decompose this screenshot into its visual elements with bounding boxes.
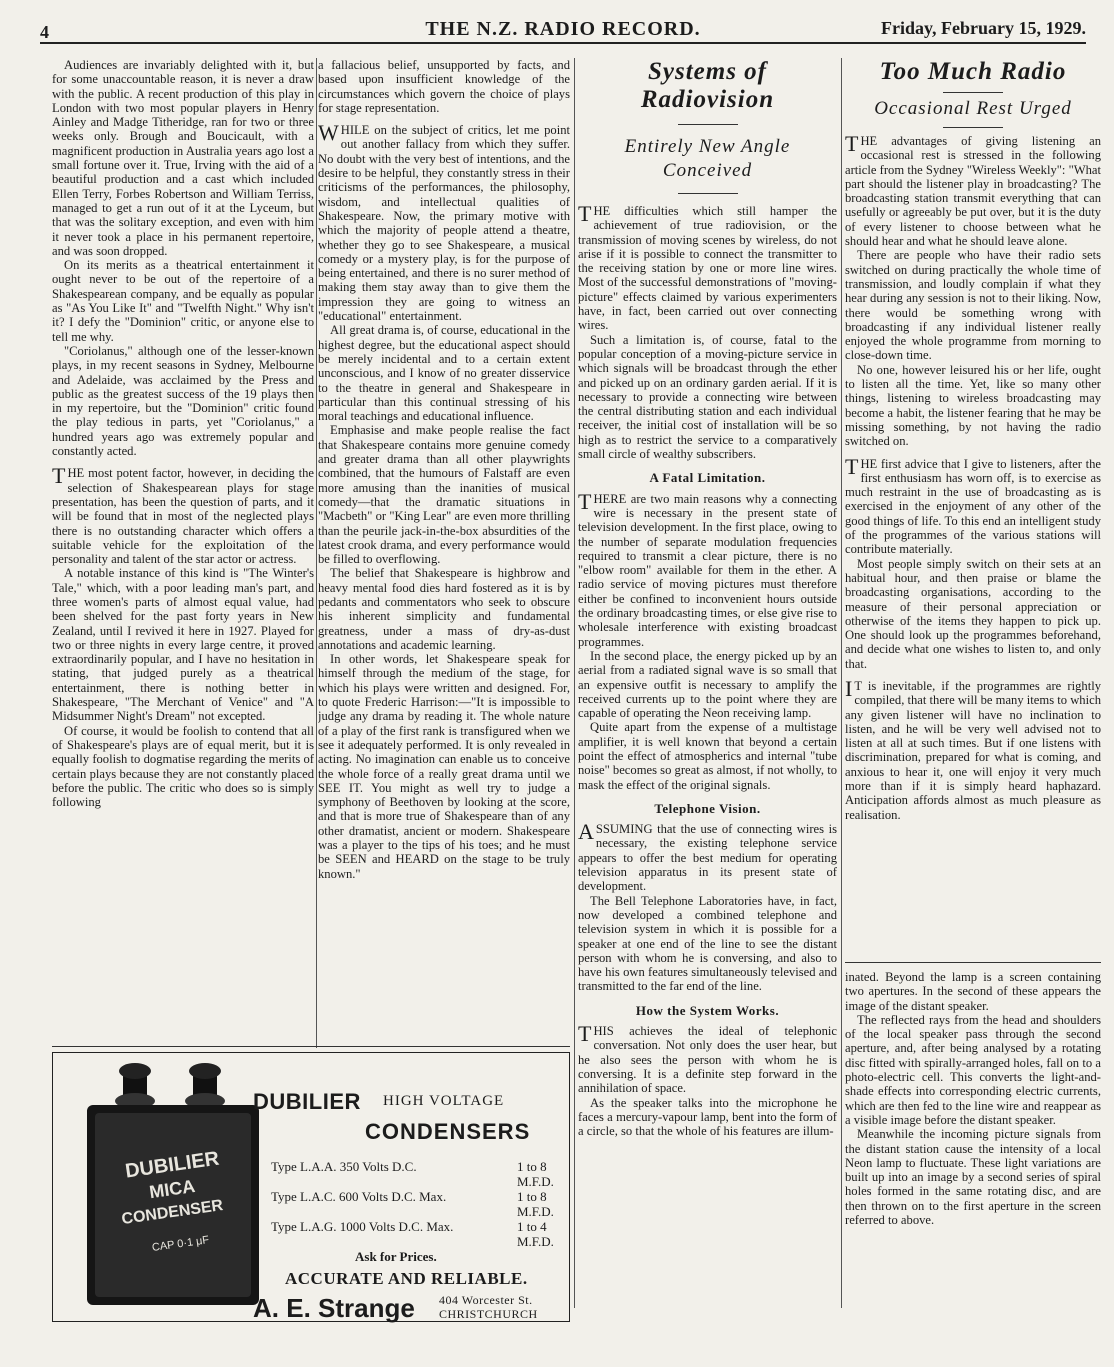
condenser-label-line3: CONDENSER [120,1197,225,1229]
title-rule [943,92,1003,93]
paragraph: ASSUMING that the use of connecting wires is necessary, the existing telephone service appears to offer the best medium for operating television apparatus in its present state of development. [578,819,837,894]
ad-type-row [271,1189,561,1219]
ad-type-capacity: 1 to 4 M.F.D. [517,1219,554,1249]
column-rule [841,58,842,1308]
column-shakespeare-1 [52,58,314,1046]
paragraph: THIS achieves the ideal of telephonic conversation. Not only does the user hear, but he also sees the person with whom he is conversing. It is a definite step forward in the annihilation of space. [578,1021,837,1096]
paragraph: WHILE on the subject of critics, let me point out another fallacy from which they suffer. No doubt with the very best of intentions, and the desire to be helpful, they constantly stress in their criticisms of the performances, the philosophy, wisdom, and intellectual qualities of Shakespeare. Now, the primary motive with which the majority of people attend a theatre, whether they go to see Shakespeare, a musical comedy or a mystery play, is for the purpose of being entertained, and there is no surer method of making them stay away than to give them the impression they are going to witness an "educational" entertainment. [318,120,570,324]
paragraph: THE first advice that I give to listeners, after the first enthusiasm has worn off, is to exercise as much restraint in the use of broadcasting as is exercised in the enjoyment of any other of the good things of life. To this end an intelligent study of the programmes of the various stations will contribute materially. [845,453,1101,557]
page-number: 4 [40,22,49,42]
dubilier-advertisement [52,1052,570,1322]
issue-date: Friday, February 15, 1929. [881,18,1086,38]
paragraph: Such a limitation is, of course, fatal to the popular conception of a moving-picture service in which signals will be broadcast through the ether and picked up on an ordinary garden aerial. If it is necessary to provide a connecting wire between the central distributing station and each individual receiver, the initial cost of installation will be so high as to restrict the service to a comparatively small circle of wealthy subscribers. [578,332,837,462]
column-shakespeare-2 [318,58,570,1046]
article-title: Too Much Radio [879,58,1067,85]
column-rule [316,58,317,1048]
paragraph: Emphasise and make people realise the fact that Shakespeare contains more genuine comedy and greater drama than all other playwrights combined, that the humours of Falstaff are even more amusing than the inanities of musical comedy—that the dramatic situations in "Macbeth" or "King Lear" are even more thrilling than the peurile jack-in-the-box absurdities of the latest crook drama, and every performance would be filled to overflowing. [318,423,570,567]
paragraph: All great drama is, of course, educational in the highest degree, but the educational aspect should be merely incidental and to a certain extent unconscious, and I know of no greater disservice to the theatre in general and Shakespeare in particular than this continual stressing of his moral teachings and educational influence. [318,323,570,424]
subtitle-rule [943,127,1003,128]
paragraph: The belief that Shakespeare is highbrow and heavy mental food dies hard fostered as it is by pedants and commentators who seek to obscure his inherent simplicity and fundamental greatness, under a mass of dry-as-dust annotations and academic learning. [318,566,570,652]
paragraph: Quite apart from the expense of a multistage amplifier, it is well known that beyond a certain point the effect of atmospherics and internal "tube noise" becomes so great as almost, if not wholly, to mask the effect of the original signals. [578,720,837,792]
condenser-image [81,1061,271,1316]
paragraph: Of course, it would be foolish to contend that all of Shakespeare's plays are of equal merit, but it is equally foolish to dogmatise regarding the merits of certain plays because they are not constantly placed before the public. The critic who does so is simply following [52,723,314,810]
ad-type-capacity: 1 to 8 M.F.D. [517,1159,554,1189]
ad-product: CONDENSERS [365,1119,531,1144]
page-header [40,16,1086,44]
paragraph: There are people who have their radio sets switched on during practically the whole time of transmission, and loudly complain if what they hear during any session is not to their liking. Now, there would be something wrong with broadcasting if any individual listener really enjoyed the whole programme from morning to close-down time. [845,248,1101,363]
section-heading: Telephone Vision. [654,800,761,816]
article-too-much-radio [845,58,1101,958]
ad-type-spec: Type L.A.A. 350 Volts D.C. [271,1159,417,1174]
column-rule [574,58,575,1308]
article-radiovision-continued [845,970,1101,1330]
section-heading: A Fatal Limitation. [649,470,766,486]
ad-type-capacity: 1 to 8 M.F.D. [517,1189,554,1219]
paragraph: A notable instance of this kind is "The Winter's Tale," which, with a poor leading man's part, and three women's parts of almost equal value, had been shelved for the past forty years in New Zealand, until I revived it here in 1927. Played for two or three nights in every large centre, it proved extraordinarily popular, and I have no hesitation in stating, that judged purely as a theatrical entertainment, there is nothing better in Shakespeare, "The Merchant of Venice" and "A Midsummer Night's Dream" not excepted. [52,566,314,724]
title-rule [678,124,738,125]
paragraph: "Coriolanus," although one of the lesser-known plays, in my recent seasons in Sydney, Melbourne and Adelaide, was acclaimed by the Press and public as the greatest success of the 19 plays then in my repertoire, but the "Dominion" critic found the play tedious in parts, yet "Coriolanus," a hundred years ago was extremely popular and constantly acted. [52,343,314,459]
article-subtitle: Entirely New Angle Conceived [624,136,791,181]
paragraph: In other words, let Shakespeare speak for himself through the medium of the stage, for which his plays were written and designed. For, to quote Frederic Harrison:—"It is impossible to judge any drama by reading it. The whole nature of a play of the first rank is transfigured when we see it adequately performed. It is only revealed in acting. No imagination can enable us to conceive the whole force of a really great drama until we SEE IT. You might as well try to judge a symphony of Beethoven by looking at the score, and that is more true of Shakespeare than of any other dramatist, ancient or modern. Shakespeare was a player to the tips of his toes; and he must be SEEN and HEARD on the stage to be truly known." [318,652,570,881]
article-radiovision [578,58,837,1308]
paragraph: On its merits as a theatrical entertainment it ought never to be out of the repertoire of a Shakespearean company, and be equally as popular as "As You Like It" and "Twelfth Night." Why isn't it? I defy the "Dominion" critic, or anyone else to tell me why. [52,258,314,344]
ad-company: A. E. Strange [253,1293,415,1323]
section-heading: How the System Works. [635,1002,780,1018]
paragraph: As the speaker talks into the microphone he faces a mercury-vapour lamp, bent into the form of a circle, so that the whole of his features are illum- [578,1095,837,1139]
paragraph: THE difficulties which still hamper the achievement of true radiovision, or the transmission of moving scenes by wireless, do not arise if it is possible to connect the transmitter to the receiving station by one or more line wires. Most of the successful demonstrations of "moving-picture" effects claimed by various experimenters have, in fact, been carried out over connecting wires. [578,201,837,333]
paragraph: THE advantages of giving listening an occasional rest is stressed in the following article from the Sydney "Wireless Weekly": "What part should the listener play in broadcasting? The broadcasting station transmit everything that can usefully or agreeably be put over, but it is the duty of every listener to choose between what he should hear and what he should leave alone. [845,131,1101,249]
ad-address-line2: CHRISTCHURCH [439,1307,538,1321]
ad-ask-prices: Ask for Prices. [355,1249,437,1264]
article-title: Systems of Radiovision [640,58,775,113]
ad-address [439,1293,538,1321]
paper-title: THE N.Z. RADIO RECORD. [425,18,701,40]
paragraph: Most people simply switch on their sets at an habitual hour, and then praise or blame the broadcasting organisations, according to the measure of their personal appreciation or otherwise of the items they happen to pick up. One should look up the programmes beforehand, and decide what one wishes to listen to, and only that. [845,556,1101,671]
paragraph: THE most potent factor, however, in deciding the selection of Shakespearean plays for stage presentation, has been the question of parts, and it will be found that in most of the neglected plays there is no outstanding character which offers a suitable vehicle for the exploitation of the personality and talent of the star actor or actress. [52,463,314,567]
ad-slogan: ACCURATE AND RELIABLE. [285,1269,528,1288]
column-break-rule [845,962,1101,963]
paragraph: No one, however leisured his or her life, ought to listen all the time. Yet, like so many other things, listening to wireless broadcasting may become a habit, the listener fearing that he may be missing something, by not having the radio switched on. [845,362,1101,449]
ad-top-rule [52,1046,570,1047]
ad-type-row [271,1219,561,1249]
ad-address-line1: 404 Worcester St. [439,1293,533,1307]
ad-brand: DUBILIER [253,1089,361,1114]
paragraph: IT is inevitable, if the programmes are rightly compiled, that there will be many items to which any given listener will have no inclination to listen, and he will be very well advised not to listen at all at such times. But if one listens with discrimination, prepared for what is coming, and anxious to hear it, one will enjoy it very much more than if it is simply heard haphazard. Anticipation affords almost as much pleasure as realisation. [845,675,1101,822]
paragraph: THERE are two main reasons why a connecting wire is necessary in the present state of television development. In the first place, owing to the number of separate modulation frequencies required to transmit a clear picture, there is no "elbow room" available for them in the ether. A radio service of moving pictures must therefore either be confined to inconvenient hours outside the ordinary broadcasting times, or else give rise to wholesale interference with existing broadcast programmes. [578,488,837,649]
ad-voltage-label: HIGH VOLTAGE [383,1093,505,1109]
ad-type-list [271,1159,561,1249]
paragraph: Audiences are invariably delighted with it, but for some unaccountable reason, it is never a draw with the public. A recent production of this play in London with two most popular players in Henry Ainley and Madge Titheridge, ran for two or three weeks only. Brough and Boucicault, with a magnificent production in Australia years ago lost a small fortune over it. True, Irving with the aid of a beautiful production and a cast which included Ellen Terry, Forbes Robertson and William Terriss, managed to get a run out of it at the Lyceum, but that was the solitary exception, and even with him it never took a place in his permanent repertoire, and was soon dropped. [52,58,314,258]
paragraph: In the second place, the energy picked up by an aerial from a radiated signal wave is so small that an expensive outfit is necessary to amplify the received currents up to the point where they are capable of operating the Neon receiving lamp. [578,648,837,721]
article-subtitle: Occasional Rest Urged [874,98,1072,119]
paragraph: inated. Beyond the lamp is a screen containing two apertures. In the second of these appears the image of the distant speaker. [845,970,1101,1013]
condenser-label-line1: DUBILIER [123,1147,221,1183]
paragraph: The reflected rays from the head and shoulders of the local speaker pass through the second aperture, and, after being analysed by a rotating disc fitted with spirally-arranged holes, fall on to a photo-electric cell. This converts the light-and-shade effects into corresponding electric currents, which are then fed to the line wire and reappear as a visible image before the distant speaker. [845,1012,1101,1127]
condenser-label-line2: MICA [147,1175,197,1203]
condenser-label-line4: CAP 0·1 μF [151,1234,210,1254]
ad-type-spec: Type L.A.G. 1000 Volts D.C. Max. [271,1219,454,1234]
ad-type-row [271,1159,561,1189]
paragraph: Meanwhile the incoming picture signals from the distant station cause the intensity of a local Neon lamp to fluctuate. These light variations are built up into an image by a second series of spiral holes formed in the same rotating disc, and are then thrown on to the first aperture in the screen referred to above. [845,1127,1101,1228]
subtitle-rule [678,193,738,194]
paragraph: The Bell Telephone Laboratories have, in fact, now developed a combined telephone and television system in which it is possible for a speaker at one end of the line to see the distant person with whom he is conversing, and also to have his own features simultaneously televised and transmitted to the far end of the line. [578,893,837,994]
ad-type-spec: Type L.A.C. 600 Volts D.C. Max. [271,1189,447,1204]
paragraph: a fallacious belief, unsupported by facts, and based upon insufficient knowledge of the circumstances which govern the choice of plays for stage representation. [318,58,570,115]
